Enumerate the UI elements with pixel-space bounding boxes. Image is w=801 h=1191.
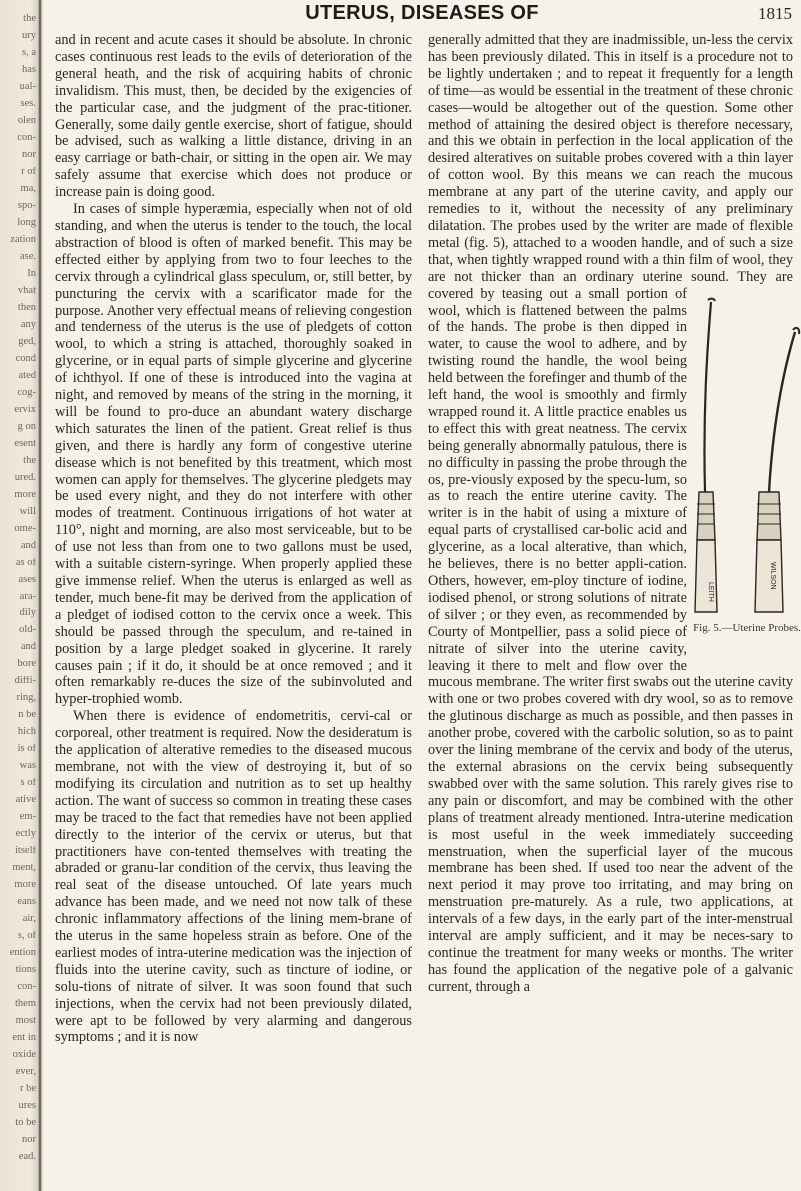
margin-fragment: ative	[15, 795, 36, 806]
margin-fragment: n be	[18, 710, 36, 721]
margin-fragment: ment,	[12, 863, 36, 874]
handle-label-left: LEITH	[707, 581, 714, 602]
margin-fragment: cond	[15, 353, 36, 364]
paragraph: generally admitted that they are inadmissible, un-less the cervix has been previously dilated. This in itself is a procedure not to be lightly undertaken ; and to repeat it frequently for a length of time—as would be essential in the treatment of these chronic cases—would be altogether out of the question. Some other method of attaining the desired object is therefore necessary, and this we obtain in perfection in the local application of the desired alteratives on suitable probes covered with a thin layer of cotton wool. By this means we can reach the mucous membrane at any part of the uterine cavity, and apply our remedies to it, without the necessity of any preliminary dilatation. The probes used by the writer are made of flexible metal (fig. 5), attached to a wooden handle, and of such a size that, when tightly wrapped round with a thin film of wool, they are not thicker than an ordinary uterine sound. They are covered by teasing out a LEITH WILSON Fig. 5.—Uterine Probes. small portion of wool, which is flattened between the palms of the hands. The probe is then dipped in water, to cause the wool to adhere, and by twisting round the handle, the wool being held between the forefinger and thumb of the left hand, the wool is smoothly and firmly wrapped round it. A little practice enables us to effect this with great neatness. The cervix being generally abnormally patulous, there is no difficulty in passing the probe through the os, pre-viously exposed by the specu-lum, so as to reach the entire uterine cavity. The writer is in the habit of using a mixture of equal parts of crystallised car-bolic acid and glycerine, as a local alterative, than which, he believes, there is no better appli-cation. Others, however, em-ploy tincture of iodine, iodised phenol, or strong solutions of nitrate of silver ; or they even, as recommended by Courty of Montpellier, pass a solid piece of nitrate of silver into the uterine cavity, leaving it there to melt and flow over the mucous membrane. The writer first swabs out the uterine cavity with one or two probes covered with dry wool, so as to remove the glutinous discharge as much as possible, and then passes in another probe, covered with the carbolic solution, so as to paint over the lining membrane of the cervix and body of the uterus, the external abrasions on the cervix being subsequently swabbed over with the same solution. This rarely gives rise to any pain or discomfort, and may be combined with the other plans of treatment already mentioned. Intra-uterine medication is most useful in the week immediately succeeding menstruation, when the superficial layer of the mucous membrane has been shed. If used too near the advent of the next period it may prove too irritating, and may bring on menstruation pre-maturely. As a rule, two applications, at intervals of a few days, in the early part of the inter-menstrual interval are amply sufficient, and it may be neces-sary to continue the treatment for many weeks or months. The writer has found the application of the negative pole of a galvanic current, through a	[428, 32, 801, 995]
margin-fragment: vhat	[17, 285, 36, 296]
margin-fragment: ged,	[18, 336, 36, 347]
left-column	[55, 32, 412, 1046]
margin-fragment: most	[15, 1016, 36, 1027]
margin-fragment: g on	[17, 421, 36, 432]
margin-fragment: ring,	[16, 693, 36, 704]
handle-label-right: WILSON	[769, 561, 776, 590]
margin-fragment: ase.	[19, 251, 36, 262]
margin-fragment: was	[19, 761, 36, 772]
margin-fragment: r of	[21, 166, 36, 177]
margin-fragment: em-	[19, 812, 36, 823]
page-number: 1815	[758, 4, 792, 23]
running-head: UTERUS, DISEASES OF	[305, 2, 539, 24]
margin-fragment: and	[20, 540, 36, 551]
margin-fragment: nor	[22, 149, 36, 160]
margin-fragment: tions	[15, 965, 36, 976]
margin-fragment: bore	[17, 659, 36, 670]
margin-fragment: the	[23, 455, 36, 466]
margin-fragment: esent	[14, 438, 36, 449]
margin-fragment: ever,	[15, 1067, 36, 1078]
margin-fragment: old-	[19, 625, 36, 636]
figure-uterine-probes	[693, 292, 801, 659]
margin-fragment: eans	[17, 897, 36, 908]
margin-fragment: will	[19, 506, 36, 517]
margin-fragment: ated	[18, 370, 36, 381]
margin-fragment: con-	[17, 132, 36, 143]
margin-fragment: zation	[10, 234, 36, 245]
margin-fragment: In	[27, 268, 36, 279]
margin-fragment: is of	[17, 744, 36, 755]
margin-fragment: hich	[17, 727, 36, 738]
margin-fragment: more	[14, 489, 36, 500]
margin-fragment: ention	[9, 948, 36, 959]
margin-fragment: the	[23, 14, 36, 24]
paragraph: When there is evidence of endometritis, cervi-cal or corporeal, other treatment is required. Now the desideratum is the application of alterative remedies to the diseased mucous membrane, not with the view of destroying it, but of so modifying its circulation and nutrition as to set up healthy action. The want of success so common in treating these cases may be traced to the fact that remedies have not been applied directly to the interior of the cervix or uterus, but that practitioners have con-tented themselves with treating the abraded or granu-lar condition of the cervix, thus leaving the real seat of the disease untouched. Of late years much advance has been made, and we need not now talk of these chronic inflammatory affections of the lining mem-brane of the uterus in the same hopeless strain as before. One of the earliest modes of intra-uterine medication was the injection of fluids into the uterine cavity, such as tincture of iodine, or solu-tions of nitrate of silver. It was soon found that such injections, when the cervix had not been previously dilated, were apt to be followed by very alarming and dangerous symptoms ; and it is now	[55, 708, 412, 1046]
margin-fragment: olen	[17, 115, 36, 126]
margin-fragment: nor	[22, 1135, 36, 1146]
margin-fragment: long	[17, 217, 36, 228]
margin-fragment: ured.	[14, 472, 36, 483]
margin-fragment: any	[20, 319, 36, 330]
margin-fragment: ectly	[15, 829, 36, 840]
margin-fragment: s, of	[17, 931, 36, 942]
margin-fragment: oxide	[12, 1050, 36, 1061]
margin-fragment: ma,	[20, 183, 36, 194]
right-column	[428, 32, 801, 996]
margin-fragment: itself	[15, 846, 36, 857]
margin-fragment: then	[17, 302, 36, 313]
margin-fragment: air,	[22, 914, 36, 925]
margin-fragment: has	[22, 64, 36, 75]
margin-fragment: s of	[20, 778, 36, 789]
margin-fragment: as of	[15, 557, 36, 568]
margin-fragment: them	[15, 999, 36, 1010]
margin-fragment: ures	[18, 1101, 36, 1112]
margin-fragment: diffi-	[14, 676, 36, 687]
paragraph: In cases of simple hyperæmia, especially when not of old standing, and when the uterus is tender to the touch, the local abstraction of blood is often of marked benefit. This may be effected either by applying from two to four leeches to the cervix through a cylindrical glass speculum, or, still better, by puncturing the cervix with a scarificator made for the purpose. Another very effectual means of relieving congestion and tenderness of the uterus is the use of pledgets of cotton wool, to which a string is attached, thoroughly soaked in glycerine, or in equal parts of simple glycerine and glycerine of ichthyol. If one of these is introduced into the vagina at night, and removed by means of the string in the morning, it will be found to pro-duce an abundant watery discharge which saturates the linen of the patient. Great relief is thus given, and there is hardly any form of congestive uterine disease which is not benefited by this treatment, which most women can apply for themselves. The glycerine pledgets may be used every night, and they do not interfere with other modes of treatment. Continuous irrigations of hot water at 110°, night and morning, are also most serviceable, but to be of use not less than from one to two gallons must be used, with a suitable cistern-syringe. When properly applied these give immense relief. When the uterus is enlarged as well as tender, much bene-fit may be derived from the application of a pledget of iodised cotton to the cervix once a week. This should be passed through the speculum, and re-tained in position by a large pledget soaked in glycerine. It rarely causes pain ; if it do, it should be at once removed ; and it often remarkably re-duces the size of the subinvoluted and hyper-trophied womb.	[55, 201, 412, 708]
margin-fragment: spo-	[17, 200, 36, 211]
paragraph: and in recent and acute cases it should be absolute. In chronic cases continuous rest leads to the evils of deterioration of the general heath, and the risk of acquiring habits of chronic invalidism. This must, then, be decided by the exigencies of the particular case, and the judgment of the prac-titioner. Generally, some daily gentle exercise, short of fatigue, should be advised, such as walking a little distance, driving in an easy carriage or bath-chair, or sitting in the open air. We may safely assume that exercise which does not produce or increase pain is doing good.	[55, 32, 412, 201]
margin-fragment: ases	[18, 574, 36, 585]
margin-fragment: ury	[22, 30, 36, 41]
margin-fragment: ome-	[14, 523, 36, 534]
margin-fragment: s, a	[22, 47, 36, 58]
margin-fragment: more	[14, 880, 36, 891]
facing-page-margin	[0, 0, 44, 1191]
margin-fragment: ervix	[14, 404, 36, 415]
margin-fragment: ent in	[12, 1033, 36, 1044]
margin-fragment: cog-	[17, 387, 36, 398]
margin-fragment: ses.	[20, 98, 36, 109]
margin-fragment: con-	[17, 982, 36, 993]
uterine-probes-illustration	[693, 292, 801, 622]
margin-fragment: and	[20, 642, 36, 653]
page-header	[52, 2, 792, 28]
margin-fragment: ual-	[19, 81, 36, 92]
margin-fragment: ara-	[19, 591, 36, 602]
margin-fragment: r be	[19, 1084, 36, 1095]
figure-caption: Fig. 5.—Uterine Probes.	[693, 621, 801, 634]
margin-fragment: to be	[15, 1118, 36, 1129]
margin-fragment: ead.	[18, 1152, 36, 1162]
margin-fragment: dily	[19, 608, 36, 619]
